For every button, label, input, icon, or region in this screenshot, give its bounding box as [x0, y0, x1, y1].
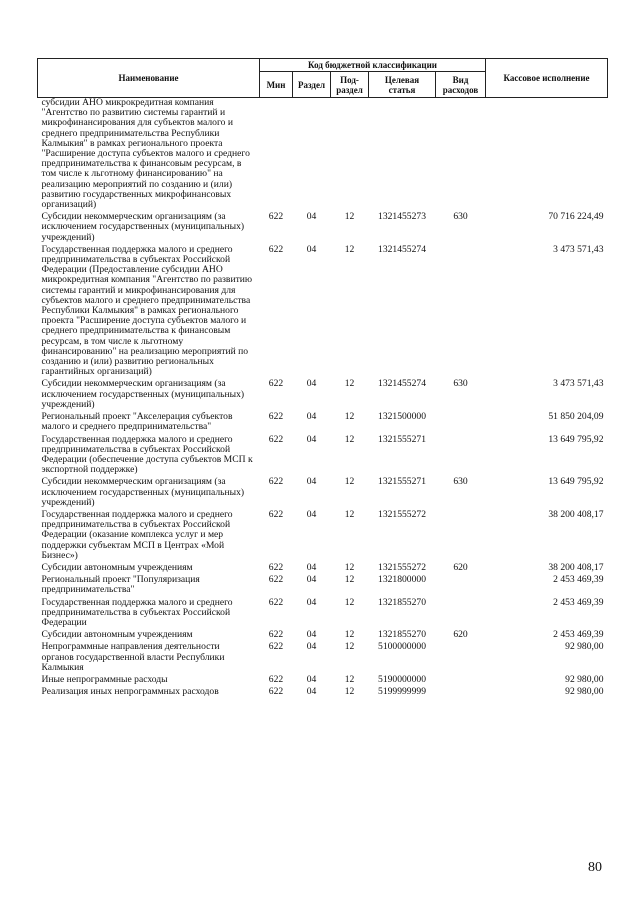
cell-amount: 3 473 571,43 — [553, 378, 604, 390]
cell-razdel: 04 — [306, 411, 317, 423]
cell-celevaya: 1321455274 — [378, 378, 426, 390]
cell-razdel: 04 — [306, 561, 317, 573]
cell-amount: 38 200 408,17 — [548, 561, 604, 573]
cell-razdel: 04 — [306, 378, 317, 390]
cell-celevaya: 5199999999 — [378, 686, 426, 698]
cell-vid — [436, 642, 486, 675]
cell-vid: 620 — [453, 561, 468, 573]
cell-celevaya: 1321855270 — [378, 596, 426, 608]
cell-razdel: 04 — [306, 686, 317, 698]
cell-podrazdel: 12 — [344, 673, 355, 685]
table-row — [38, 477, 608, 510]
cell-podrazdel: 12 — [344, 561, 355, 573]
cell-vid: 630 — [453, 211, 468, 223]
cell-celevaya: 1321555271 — [378, 476, 426, 488]
cell-vid: 620 — [453, 629, 468, 641]
cell-vid — [436, 687, 486, 699]
cell-amount: 70 716 224,49 — [548, 211, 604, 223]
header-celevaya: Целевая статья — [369, 72, 436, 98]
table-header — [38, 59, 608, 98]
cell-vid — [436, 245, 486, 380]
cell-podrazdel: 12 — [344, 211, 355, 223]
cell-amount: 92 980,00 — [565, 641, 604, 653]
cell-podrazdel: 12 — [344, 243, 355, 255]
cell-min: 622 — [268, 641, 284, 653]
header-name: Наименование — [38, 59, 260, 98]
cell-min: 622 — [268, 433, 284, 445]
cell-podrazdel: 12 — [344, 629, 355, 641]
cell-name: Государственная поддержка малого и среднего предпринимательства в субъектах Российской Федерации — [41, 596, 233, 628]
cell-vid — [436, 598, 486, 631]
cell-name: Субсидии автономным учреждениям — [41, 629, 193, 641]
table-row — [38, 245, 608, 380]
header-code-group: Код бюджетной классификации — [260, 59, 486, 72]
cell-celevaya: 1321555272 — [378, 508, 426, 520]
cell-amount: 92 980,00 — [565, 673, 604, 685]
cell-amount: 2 453 469,39 — [553, 574, 604, 586]
cell-amount: 2 453 469,39 — [553, 629, 604, 641]
cell-razdel: 04 — [306, 574, 317, 586]
cell-min: 622 — [268, 596, 284, 608]
table-body — [38, 98, 608, 700]
table-row — [38, 412, 608, 434]
cell-min: 622 — [268, 211, 284, 223]
cell-podrazdel: 12 — [344, 378, 355, 390]
cell-razdel: 04 — [306, 641, 317, 653]
table-row — [38, 98, 608, 213]
cell-vid: 630 — [453, 378, 468, 390]
table-row — [38, 687, 608, 699]
header-kassovoe: Кассовое исполнение — [486, 59, 608, 98]
cell-celevaya: 5100000000 — [378, 641, 426, 653]
cell-min: 622 — [268, 508, 284, 520]
cell-podrazdel: 12 — [344, 596, 355, 608]
cell-min: 622 — [268, 574, 284, 586]
cell-amount: 92 980,00 — [565, 686, 604, 698]
cell-celevaya: 1321855270 — [378, 629, 426, 641]
cell-amount: 38 200 408,17 — [548, 508, 604, 520]
table-row — [38, 212, 608, 245]
cell-celevaya — [369, 98, 436, 213]
table-row — [38, 642, 608, 675]
cell-min: 622 — [268, 411, 284, 423]
cell-razdel — [293, 98, 331, 213]
cell-name: Региональный проект "Акселерация субъектов малого и среднего предпринимательства" — [41, 411, 233, 433]
cell-min — [260, 98, 293, 213]
page-number: 80 — [588, 860, 602, 875]
table-row — [38, 598, 608, 631]
cell-name: Региональный проект "Популяризация предпринимательства" — [41, 574, 200, 596]
cell-podrazdel: 12 — [344, 508, 355, 520]
header-vid: Вид расходов — [436, 72, 486, 98]
cell-podrazdel: 12 — [344, 433, 355, 445]
cell-vid — [436, 510, 486, 563]
cell-vid — [436, 98, 486, 213]
table-row — [38, 575, 608, 597]
cell-name: Субсидии некоммерческим организациям (за исключением государственных (муниципальных) учреждений) — [41, 476, 245, 508]
cell-celevaya: 1321800000 — [378, 574, 426, 586]
cell-min: 622 — [268, 561, 284, 573]
cell-name: субсидии АНО микрокредитная компания "Агентство по развитию системы гарантий и микрофинансирования для субъектов малого и среднего предпринимательства Республики Калмыкия" в рамках регионального проекта "Расширение доступа субъектов малого и среднего предпринимательства к финансовым ресурсам, в том числе к льготному финансированию" на реализацию мероприятий по созданию и (или) развитию государственных микрофинансовых организаций) — [41, 97, 250, 211]
cell-vid — [436, 435, 486, 478]
cell-razdel: 04 — [306, 211, 317, 223]
cell-podrazdel: 12 — [344, 476, 355, 488]
cell-name: Государственная поддержка малого и среднего предпринимательства в субъектах Российской Федерации (оказание комплекса услуг и мер поддержки субъектам МСП в Центрах «Мой Бизнес») — [41, 508, 233, 561]
budget-table-sheet — [37, 58, 607, 699]
cell-celevaya: 1321455274 — [378, 243, 426, 255]
header-podrazdel: Под-раздел — [331, 72, 369, 98]
cell-name: Субсидии некоммерческим организациям (за исключением государственных (муниципальных) учреждений) — [41, 211, 245, 243]
cell-amount: 13 649 795,92 — [548, 476, 604, 488]
cell-name: Государственная поддержка малого и среднего предпринимательства в субъектах Российской Федерации (обеспечение доступа субъектов МСП к экспортной поддержке) — [41, 433, 253, 476]
cell-vid — [436, 675, 486, 687]
cell-razdel: 04 — [306, 673, 317, 685]
cell-razdel: 04 — [306, 629, 317, 641]
cell-name: Субсидии некоммерческим организациям (за исключением государственных (муниципальных) учреждений) — [41, 378, 245, 410]
cell-podrazdel: 12 — [344, 641, 355, 653]
cell-amount: 51 850 204,09 — [548, 411, 604, 423]
header-min: Мин — [260, 72, 293, 98]
cell-amount: 13 649 795,92 — [548, 433, 604, 445]
cell-min: 622 — [268, 629, 284, 641]
cell-celevaya: 5190000000 — [378, 673, 426, 685]
cell-podrazdel — [331, 98, 369, 213]
cell-name: Субсидии автономным учреждениям — [41, 561, 193, 573]
cell-razdel: 04 — [306, 476, 317, 488]
cell-celevaya: 1321500000 — [378, 411, 426, 423]
cell-razdel: 04 — [306, 433, 317, 445]
cell-min: 622 — [268, 673, 284, 685]
budget-table — [37, 58, 608, 699]
cell-vid — [436, 575, 486, 597]
cell-razdel: 04 — [306, 596, 317, 608]
cell-min: 622 — [268, 243, 284, 255]
cell-name: Непрограммные направления деятельности органов государственной власти Республики Калмыкия — [41, 641, 225, 673]
cell-podrazdel: 12 — [344, 411, 355, 423]
cell-name: Реализация иных непрограммных расходов — [41, 686, 219, 698]
table-row — [38, 379, 608, 412]
cell-min: 622 — [268, 378, 284, 390]
cell-razdel: 04 — [306, 508, 317, 520]
cell-amount: 3 473 571,43 — [553, 243, 604, 255]
cell-min: 622 — [268, 686, 284, 698]
cell-celevaya: 1321555272 — [378, 561, 426, 573]
cell-min: 622 — [268, 476, 284, 488]
cell-name: Иные непрограммные расходы — [41, 673, 168, 685]
cell-podrazdel: 12 — [344, 686, 355, 698]
cell-vid: 630 — [453, 476, 468, 488]
table-row — [38, 510, 608, 563]
cell-razdel: 04 — [306, 243, 317, 255]
cell-podrazdel: 12 — [344, 574, 355, 586]
cell-amount: 2 453 469,39 — [553, 596, 604, 608]
table-row — [38, 435, 608, 478]
cell-celevaya: 1321555271 — [378, 433, 426, 445]
cell-vid — [436, 412, 486, 434]
cell-amount — [486, 98, 608, 213]
cell-name: Государственная поддержка малого и среднего предпринимательства в субъектах Российской Федерации (Предоставление субсидии АНО микрокредитная компания "Агентство по развитию системы гарантий и микрофинансирования для субъектов малого и среднего предпринимательства Республики Калмыкия" в рамках регионального проекта "Расширение доступа субъектов малого и среднего предпринимательства к финансовым ресурсам, в том числе к льготному финансированию" на реализацию мероприятий по созданию и (или) развитию региональных гарантийных организаций) — [41, 243, 253, 378]
cell-celevaya: 1321455273 — [378, 211, 426, 223]
header-razdel: Раздел — [293, 72, 331, 98]
